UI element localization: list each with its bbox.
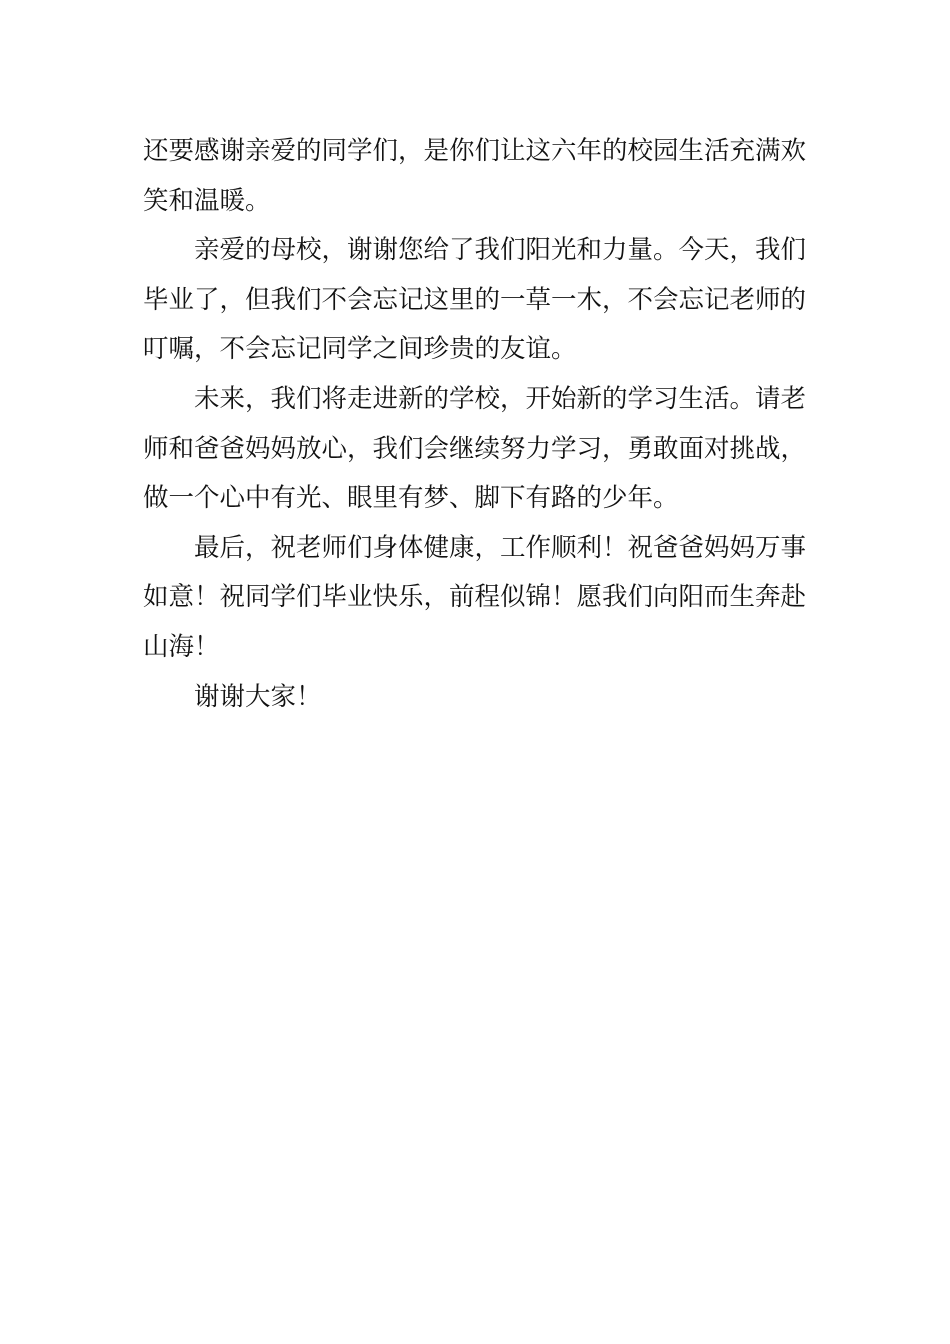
- paragraph-thanks-classmates: 还要感谢亲爱的同学们，是你们让这六年的校园生活充满欢笑和温暖。: [143, 136, 807, 216]
- document-body: [143, 127, 807, 722]
- paragraph-thanks-school: 亲爱的母校，谢谢您给了我们阳光和力量。今天，我们毕业了，但我们不会忘记这里的一草一木，不会忘记老师的叮嘱，不会忘记同学之间珍贵的友谊。: [143, 235, 807, 365]
- paragraph-wishes: 最后，祝老师们身体健康，工作顺利！祝爸爸妈妈万事如意！祝同学们毕业快乐，前程似锦！愿我们向阳而生奔赴山海！: [143, 532, 807, 662]
- paragraph-future: 未来，我们将走进新的学校，开始新的学习生活。请老师和爸爸妈妈放心，我们会继续努力学习，勇敢面对挑战，做一个心中有光、眼里有梦、脚下有路的少年。: [143, 383, 807, 514]
- paragraph-closing: 谢谢大家！: [194, 681, 322, 712]
